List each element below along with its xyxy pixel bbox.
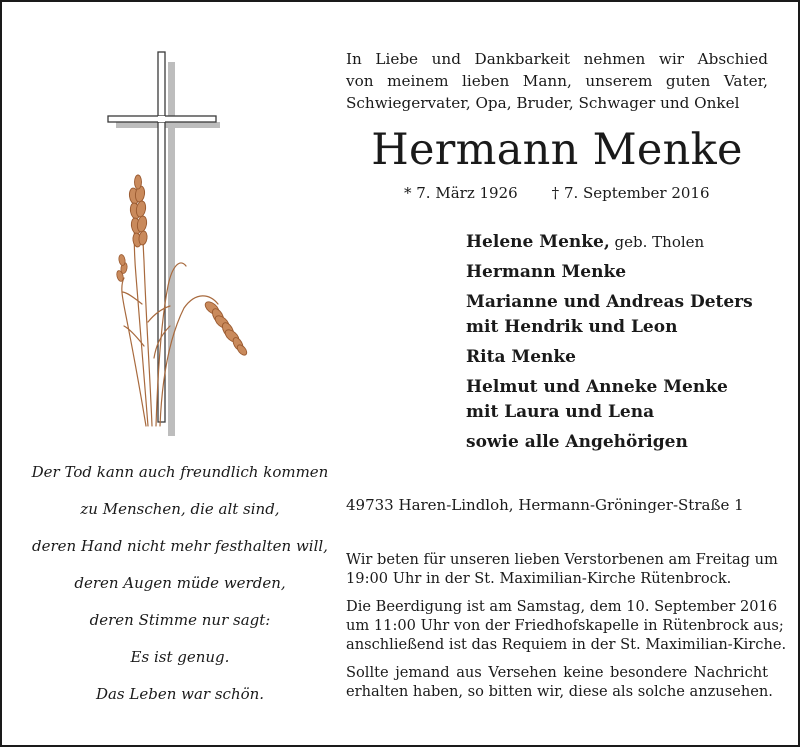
mourner (466, 230, 786, 255)
wheat-ear-small (116, 254, 128, 282)
poem (22, 454, 338, 713)
paragraph-line: Die Beerdigung ist am Samstag, dem 10. September 2016 (346, 598, 778, 615)
mourner: Hermann Menke (466, 262, 627, 282)
poem-line: deren Augen müde werden, (74, 574, 286, 592)
paragraph-line: um 11:00 Uhr von der Friedhofskapelle in Rütenbrock aus; (346, 617, 784, 634)
intro-line: Schwiegervater, Opa, Bruder, Schwager und Onkel (346, 94, 740, 112)
address: 49733 Haren-Lindloh, Hermann-Gröninger-Straße 1 (346, 496, 744, 514)
wheat-ear-left (128, 175, 148, 247)
intro-line: von meinem lieben Mann, unserem guten Vater, (346, 72, 768, 90)
poem-line: Das Leben war schön. (95, 685, 265, 703)
mourner-name: Helene Menke, (466, 232, 610, 252)
poem-line: Der Tod kann auch freundlich kommen (31, 463, 329, 481)
intro-text (346, 48, 768, 114)
life-dates (404, 182, 784, 204)
paragraph-line: 19:00 Uhr in der St. Maximilian-Kirche Rütenbrock. (346, 570, 732, 587)
paragraph-line: Sollte jemand aus Versehen keine besondere Nachricht (346, 664, 768, 681)
paragraph-line: Wir beten für unseren lieben Verstorbenen am Freitag um (346, 551, 778, 568)
death-date: † 7. September 2016 (551, 184, 710, 202)
mourner: mit Laura und Lena (466, 402, 655, 422)
paragraph-line: erhalten haben, so bitten wir, diese als solche anzusehen. (346, 683, 773, 700)
mourner: mit Hendrik und Leon (466, 317, 678, 337)
poem-line: Es ist genug. (130, 648, 230, 666)
mourners-list (466, 230, 786, 455)
poem-line: deren Stimme nur sagt: (89, 611, 271, 629)
notice-paragraph (346, 663, 773, 701)
paragraph-line: anschließend ist das Requiem in der St. Maximilian-Kirche. (346, 636, 787, 653)
poem-line: deren Hand nicht mehr festhalten will, (32, 537, 328, 555)
deceased-name: Hermann Menke (371, 125, 743, 175)
funeral-paragraph (346, 597, 787, 654)
poem-line: zu Menschen, die alt sind, (80, 500, 280, 518)
cross-and-wheat-icon (100, 46, 260, 446)
intro-line: In Liebe und Dankbarkeit nehmen wir Abschied (346, 50, 768, 68)
wheat-ear-right (203, 299, 249, 356)
cross-icon (108, 52, 216, 422)
mourner-note: geb. Tholen (609, 233, 705, 251)
birth-date: * 7. März 1926 (404, 184, 518, 202)
mourner: Helmut und Anneke Menke (466, 377, 728, 397)
mourner: sowie alle Angehörigen (466, 432, 688, 452)
mourner: Rita Menke (466, 347, 576, 367)
mourner: Marianne und Andreas Deters (466, 292, 753, 312)
prayer-paragraph (346, 550, 778, 588)
